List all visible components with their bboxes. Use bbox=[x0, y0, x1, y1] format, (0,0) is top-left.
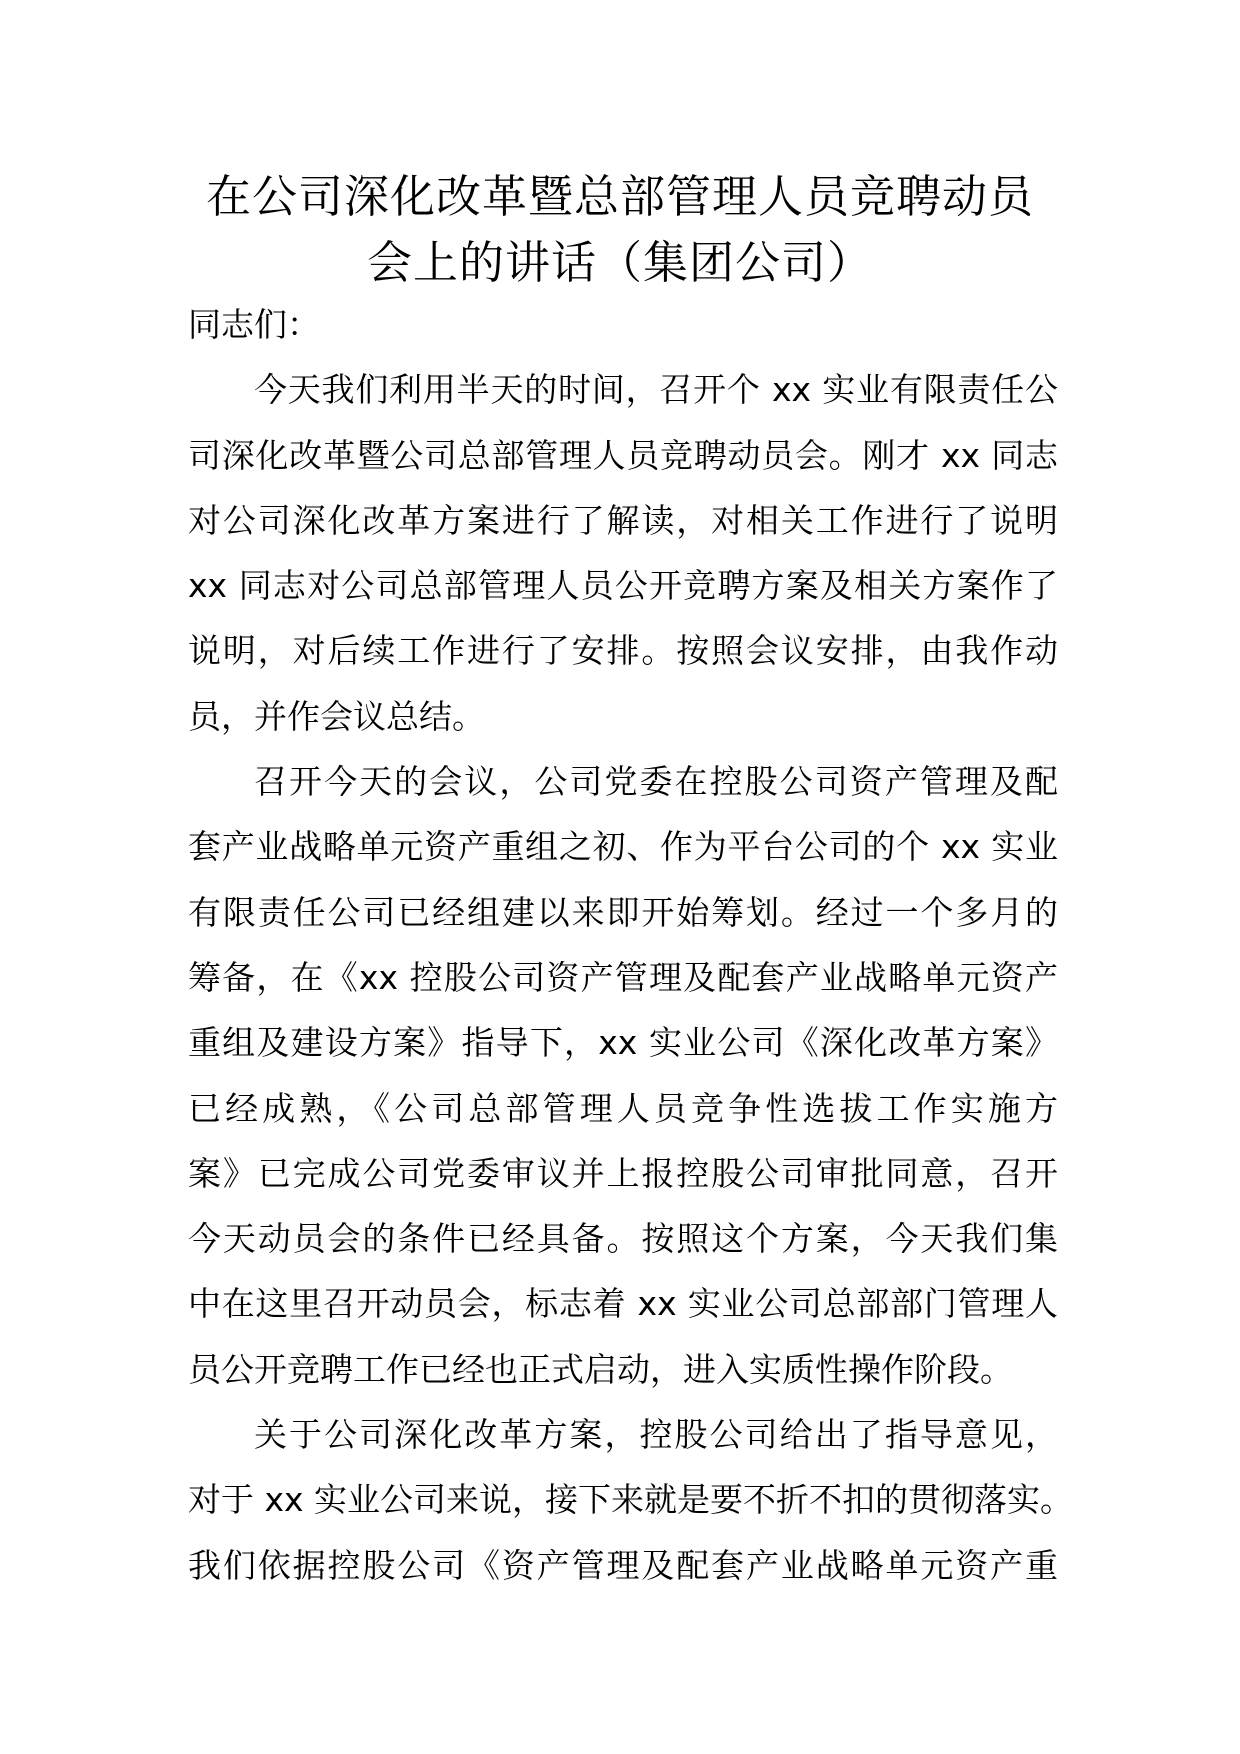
paragraph-line: 筹备，在《xx 控股公司资产管理及配套产业战略单元资产 bbox=[188, 957, 1058, 997]
paragraph-line: 中在这里召开动员会，标志着 xx 实业公司总部部门管理人 bbox=[188, 1284, 1058, 1324]
salutation: 同志们： bbox=[188, 305, 320, 344]
paragraph-line: xx 同志对公司总部管理人员公开竞聘方案及相关方案作了 bbox=[188, 566, 1058, 606]
title-line-1: 在公司深化改革暨总部管理人员竞聘动员 bbox=[205, 170, 1034, 223]
paragraph-line: 套产业战略单元资产重组之初、作为平台公司的个 xx 实业 bbox=[188, 827, 1058, 867]
paragraph-line: 对于 xx 实业公司来说，接下来就是要不折不扣的贯彻落实。 bbox=[188, 1480, 1074, 1520]
paragraph-line: 员，并作会议总结。 bbox=[188, 696, 485, 736]
paragraph-3 bbox=[188, 1402, 1074, 1598]
paragraph-line: 司深化改革暨公司总部管理人员竞聘动员会。刚才 xx 同志 bbox=[188, 435, 1058, 475]
paragraph-line: 关于公司深化改革方案，控股公司给出了指导意见， bbox=[254, 1415, 1058, 1455]
document-body bbox=[188, 292, 1074, 1598]
paragraph-1 bbox=[188, 357, 1058, 749]
paragraph-line: 对公司深化改革方案进行了解读，对相关工作进行了说明 bbox=[188, 500, 1058, 540]
paragraph-line: 我们依据控股公司《资产管理及配套产业战略单元资产重 bbox=[188, 1545, 1058, 1585]
paragraph-line: 案》已完成公司党委审议并上报控股公司审批同意，召开 bbox=[188, 1153, 1058, 1193]
paragraph-line: 今天动员会的条件已经具备。按照这个方案，今天我们集 bbox=[188, 1219, 1058, 1259]
title-line-2: 会上的讲话（集团公司） bbox=[366, 236, 873, 289]
paragraph-2 bbox=[188, 749, 1058, 1402]
paragraph-line: 今天我们利用半天的时间，召开个 xx 实业有限责任公 bbox=[254, 370, 1058, 410]
paragraph-line: 员公开竞聘工作已经也正式启动，进入实质性操作阶段。 bbox=[188, 1349, 1013, 1389]
document-title bbox=[180, 164, 1060, 296]
paragraph-line: 有限责任公司已经组建以来即开始筹划。经过一个多月的 bbox=[188, 892, 1058, 932]
paragraph-line: 召开今天的会议，公司党委在控股公司资产管理及配 bbox=[254, 762, 1058, 802]
paragraph-line: 已经成熟，《公司总部管理人员竞争性选拔工作实施方 bbox=[188, 1088, 1058, 1128]
paragraph-line: 重组及建设方案》指导下，xx 实业公司《深化改革方案》 bbox=[188, 1023, 1058, 1063]
paragraph-line: 说明，对后续工作进行了安排。按照会议安排，由我作动 bbox=[188, 631, 1058, 671]
